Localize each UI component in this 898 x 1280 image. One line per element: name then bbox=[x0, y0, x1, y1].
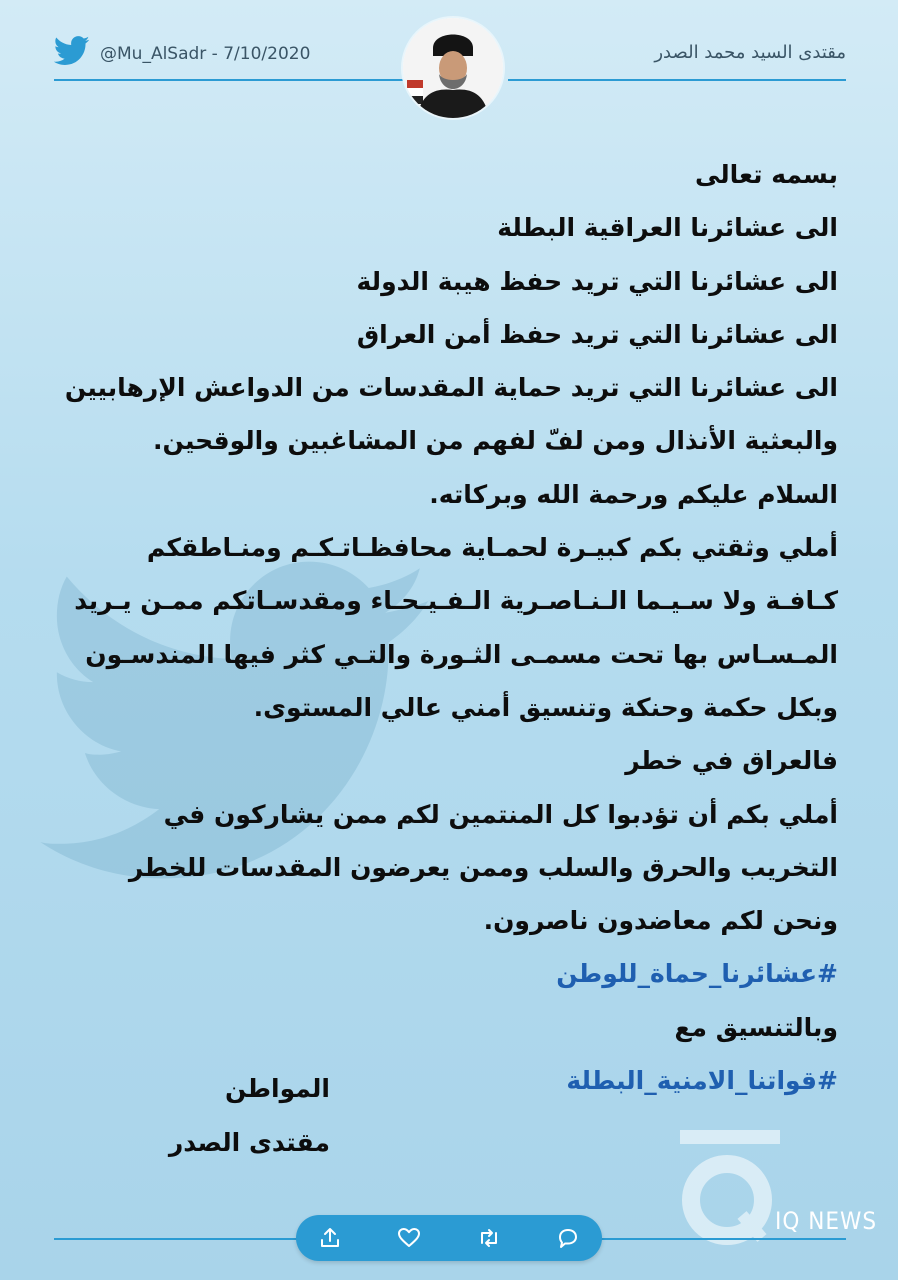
body-line: الى عشائرنا العراقية البطلة bbox=[497, 213, 838, 243]
watermark-text: IQ NEWS bbox=[775, 1207, 878, 1235]
signature bbox=[130, 1062, 330, 1170]
body-line: والبعثية الأنذال ومن لفّ لفهم من المشاغبين والوقحين. bbox=[152, 426, 838, 456]
hashtag-link[interactable]: #عشائرنا_حماة_للوطن bbox=[556, 959, 838, 989]
retweet-icon[interactable] bbox=[477, 1226, 501, 1250]
avatar[interactable] bbox=[403, 18, 503, 118]
handle-date[interactable]: @Mu_AlSadr - 7/10/2020 bbox=[100, 44, 311, 64]
body-line: أملي بكم أن تؤدبوا كل المنتمين لكم ممن يشاركون في bbox=[163, 799, 838, 829]
like-heart-icon[interactable] bbox=[397, 1226, 421, 1250]
body-line: كـافـة ولا سـيـما الـنـاصـرية الـفـيـحـاء ومقدسـاتكم ممـن يـريد bbox=[74, 586, 838, 616]
tweet-actions-bar bbox=[296, 1215, 602, 1261]
tweet-header bbox=[0, 0, 898, 140]
author-name[interactable]: مقتدى السيد محمد الصدر bbox=[654, 42, 846, 63]
hashtag-link[interactable]: #قواتنا_الامنية_البطلة bbox=[566, 1066, 838, 1096]
signature-title: المواطن bbox=[224, 1074, 330, 1103]
signature-name: مقتدى الصدر bbox=[168, 1128, 330, 1157]
body-line: التخريب والحرق والسلب وممن يعرضون المقدسات للخطر bbox=[128, 852, 838, 882]
header-divider-right bbox=[508, 79, 846, 81]
twitter-bird-icon bbox=[54, 36, 90, 66]
body-line: فالعراق في خطر bbox=[625, 746, 838, 776]
body-line: بسمه تعالى bbox=[694, 160, 838, 189]
body-line: وبكل حكمة وحنكة وتنسيق أمني عالي المستوى. bbox=[253, 692, 838, 722]
body-line: أملي وثقتي بكم كبيـرة لحمـاية محافظـاتـكـم ومنـاطقكم bbox=[146, 533, 838, 563]
body-line: وبالتنسيق مع bbox=[674, 1012, 838, 1042]
body-line: الى عشائرنا التي تريد حماية المقدسات من الدواعش الإرهابيين bbox=[64, 373, 838, 403]
body-line: ونحن لكم معاضدون ناصرون. bbox=[483, 906, 838, 936]
share-icon[interactable] bbox=[318, 1226, 342, 1250]
reply-icon[interactable] bbox=[556, 1226, 580, 1250]
tweet-body bbox=[38, 148, 838, 1107]
body-line: المـسـاس بها تحت مسمـى الثـورة والتـي كثر فيها المندسـون bbox=[85, 639, 838, 669]
body-line: الى عشائرنا التي تريد حفظ هيبة الدولة bbox=[356, 266, 838, 296]
header-divider-left bbox=[54, 79, 404, 81]
body-line: السلام عليكم ورحمة الله وبركاته. bbox=[429, 479, 838, 509]
avatar-portrait bbox=[403, 18, 503, 118]
body-line: الى عشائرنا التي تريد حفظ أمن العراق bbox=[356, 319, 838, 349]
